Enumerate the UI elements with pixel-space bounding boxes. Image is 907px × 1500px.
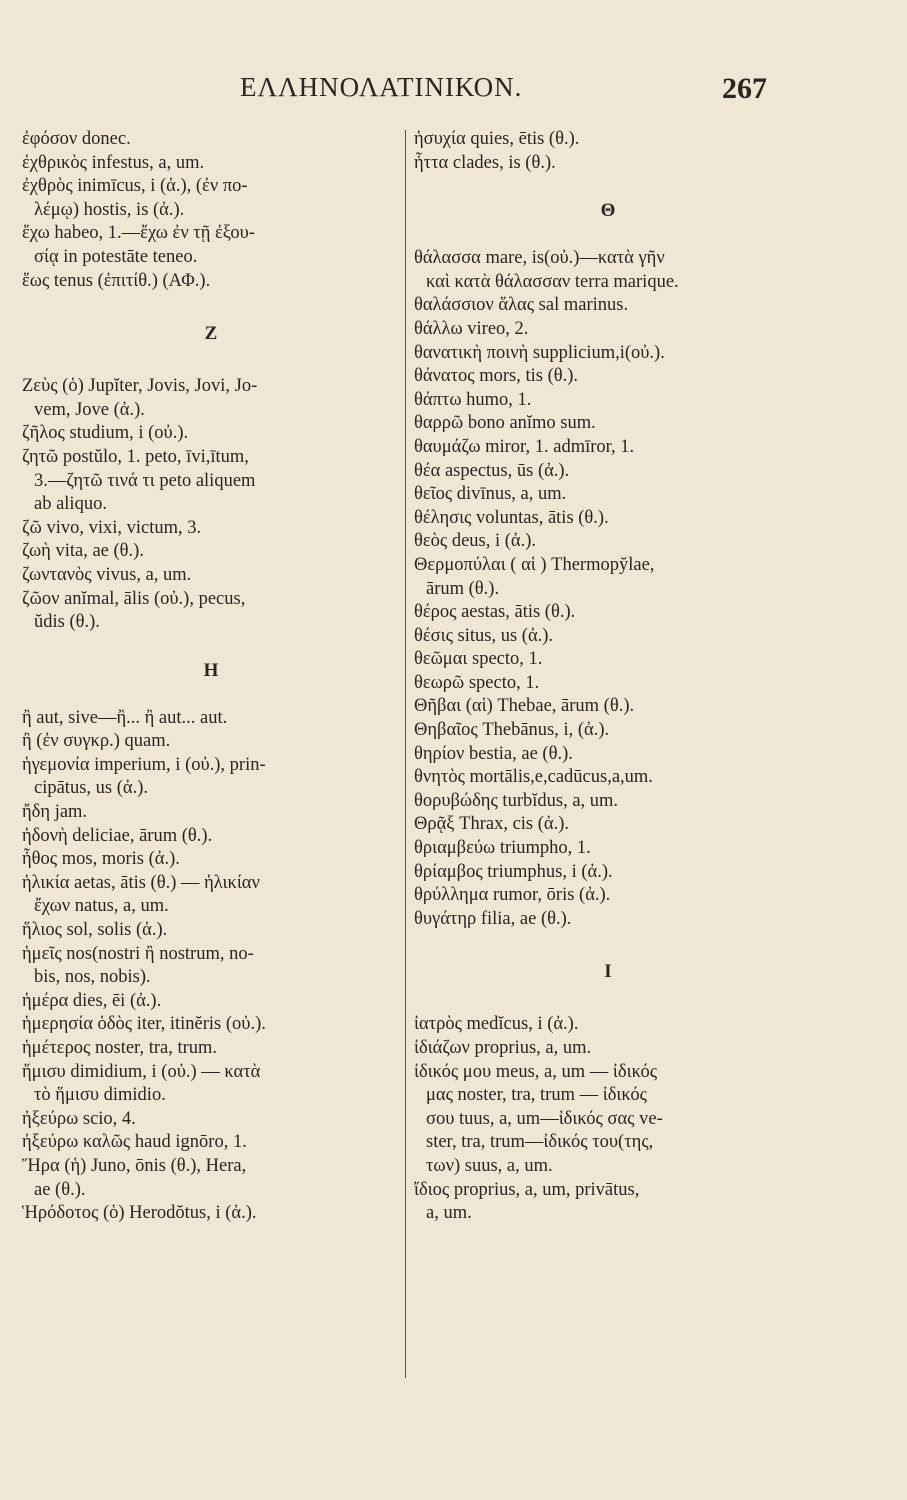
right-block-1 bbox=[414, 128, 802, 175]
dictionary-entry-line: θεωρῶ specto, 1. bbox=[414, 672, 540, 693]
page-number: 267 bbox=[722, 72, 767, 105]
dictionary-entry-line: bis, nos, nobis). bbox=[34, 967, 151, 988]
section-letter-theta: Θ bbox=[600, 200, 616, 222]
right-block-2 bbox=[414, 247, 802, 931]
dictionary-entry-line: Θῆβαι (αἱ) Thebae, ārum (θ.). bbox=[414, 696, 635, 717]
dictionary-entry-line: vem, Jove (ἀ.). bbox=[34, 399, 145, 420]
dictionary-entry-line: ἰδιάζων proprius, a, um. bbox=[414, 1038, 592, 1058]
dictionary-entry-line: καὶ κατὰ θάλασσαν terra marique. bbox=[426, 271, 679, 292]
dictionary-entry-line: θαλάσσιον ἅλας sal marinus. bbox=[414, 295, 629, 316]
dictionary-entry-line: Θρᾷξ Thrax, cis (ἀ.). bbox=[414, 814, 570, 835]
dictionary-entry-line: θέα aspectus, ūs (ἀ.). bbox=[414, 460, 570, 481]
left-block-2 bbox=[22, 375, 400, 635]
dictionary-entry-line: θάνατος mors, tis (θ.). bbox=[414, 366, 579, 387]
running-head-title: ΕΛΛΗΝΟΛΑΤΙΝΙΚΟΝ. bbox=[240, 72, 523, 102]
dictionary-entry-line: θανατικὴ ποινὴ supplicium,i(οὐ.). bbox=[414, 342, 665, 363]
dictionary-entry-line: θρίαμβος triumphus, i (ἀ.). bbox=[414, 861, 613, 882]
dictionary-entry-line: ζωντανὸς vivus, a, um. bbox=[22, 564, 192, 585]
dictionary-entry-line: ae (θ.). bbox=[34, 1179, 86, 1200]
dictionary-entry-line: ἕως tenus (ἐπιτίθ.) (ΑΦ.). bbox=[22, 270, 211, 291]
dictionary-entry-line: θάπτω humo, 1. bbox=[414, 389, 532, 410]
dictionary-entry-line: ἐχθρὸς inimīcus, i (ἀ.), (ἐν πο- bbox=[22, 176, 248, 197]
dictionary-entry-line: θεὸς deus, i (ἀ.). bbox=[414, 531, 537, 552]
dictionary-entry-line: ster, tra, trum—ἰδικός του(της, bbox=[426, 1132, 654, 1153]
dictionary-entry-line: ab aliquo. bbox=[34, 494, 107, 515]
dictionary-entry-line: ἡμερησία ὁδὸς iter, itinĕris (οὐ.). bbox=[22, 1014, 266, 1035]
dictionary-entry-line: θέσις situs, us (ἀ.). bbox=[414, 625, 554, 646]
dictionary-entry-line: θέρος aestas, ātis (θ.). bbox=[414, 602, 576, 623]
dictionary-entry-line: ἰατρὸς medĭcus, i (ἀ.). bbox=[414, 1014, 579, 1035]
dictionary-entry-line: ἢ aut, sive—ἢ... ἢ aut... aut. bbox=[22, 707, 228, 728]
dictionary-entry-line: Ἥρα (ἡ) Juno, ōnis (θ.), Hera, bbox=[22, 1155, 247, 1176]
dictionary-entry-line: θάλλω vireo, 2. bbox=[414, 318, 529, 339]
dictionary-entry-line: θαρρῶ bono anĭmo sum. bbox=[414, 413, 596, 434]
dictionary-entry-line: ἧττα clades, is (θ.). bbox=[414, 152, 556, 173]
dictionary-entry-line: θριαμβεύω triumpho, 1. bbox=[414, 838, 591, 859]
dictionary-entry-line: ἰδικός μου meus, a, um — ἰδικός bbox=[414, 1061, 658, 1082]
section-letter-eta: H bbox=[203, 659, 219, 681]
dictionary-entry-line: ἢ (ἐν συγκρ.) quam. bbox=[22, 731, 171, 752]
left-block-1 bbox=[22, 128, 400, 293]
dictionary-entry-line: σου tuus, a, um—ἰδικός σας ve- bbox=[426, 1108, 663, 1129]
section-letter-z: Z bbox=[204, 323, 218, 345]
dictionary-entry-line: Θερμοπύλαι ( αἱ ) Thermopy̆lae, bbox=[414, 554, 655, 575]
dictionary-entry-line: θάλασσα mare, is(οὐ.)—κατὰ γῆν bbox=[414, 248, 665, 269]
dictionary-entry-line: μας noster, tra, trum — ἰδικός bbox=[426, 1085, 647, 1106]
dictionary-entry-line: ζωὴ vita, ae (θ.). bbox=[22, 541, 144, 562]
dictionary-entry-line: θεῶμαι specto, 1. bbox=[414, 649, 543, 670]
right-column bbox=[414, 128, 802, 1226]
dictionary-entry-line: 3.—ζητῶ τινά τι peto aliquem bbox=[34, 470, 256, 491]
dictionary-entry-line: ἐφόσον donec. bbox=[22, 129, 131, 149]
dictionary-entry-line: ἡγεμονία imperium, i (οὐ.), prin- bbox=[22, 754, 266, 775]
dictionary-entry-line: ἡλικία aetas, ātis (θ.) — ἡλικίαν bbox=[22, 872, 260, 893]
dictionary-entry-line: ἥμισυ dimidium, i (οὐ.) — κατὰ bbox=[22, 1061, 261, 1082]
dictionary-entry-line: ἡμεῖς nos(nostri ἢ nostrum, no- bbox=[22, 943, 254, 964]
left-column bbox=[22, 128, 400, 1226]
dictionary-entry-line: ἦθος mos, moris (ἀ.). bbox=[22, 849, 180, 870]
dictionary-entry-line: a, um. bbox=[426, 1203, 472, 1224]
dictionary-entry-line: Ζεὺς (ὁ) Jupĭter, Jovis, Jovi, Jo- bbox=[22, 376, 258, 397]
dictionary-entry-line: ἐχθρικὸς infestus, a, um. bbox=[22, 152, 205, 173]
dictionary-entry-line: θορυβώδης turbĭdus, a, um. bbox=[414, 790, 619, 811]
dictionary-entry-line: θρύλλημα rumor, ōris (ἀ.). bbox=[414, 885, 611, 906]
dictionary-entry-line: ἤδη jam. bbox=[22, 802, 88, 823]
dictionary-entry-line: λέμῳ) hostis, is (ἀ.). bbox=[34, 199, 185, 220]
dictionary-entry-line: θέλησις voluntas, ātis (θ.). bbox=[414, 507, 609, 528]
dictionary-entry-line: θνητὸς mortālis,e,cadūcus,a,um. bbox=[414, 767, 653, 788]
dictionary-entry-line: θηρίον bestia, ae (θ.). bbox=[414, 743, 573, 764]
dictionary-entry-line: ἔχων natus, a, um. bbox=[34, 896, 169, 917]
dictionary-entry-line: ἡμέτερος noster, tra, trum. bbox=[22, 1038, 218, 1058]
dictionary-entry-line: ζῆλος studium, i (οὐ.). bbox=[22, 423, 189, 444]
dictionary-entry-line: ζητῶ postŭlo, 1. peto, īvi,ītum, bbox=[22, 446, 249, 467]
right-block-3 bbox=[414, 1013, 802, 1225]
dictionary-entry-line: ζῶ vivo, vixi, victum, 3. bbox=[22, 517, 202, 538]
column-divider bbox=[405, 130, 406, 1378]
dictionary-entry-line: των) suus, a, um. bbox=[426, 1155, 553, 1176]
dictionary-entry-line: ἡδονὴ deliciae, ārum (θ.). bbox=[22, 825, 213, 846]
dictionary-entry-line: ἴδιος proprius, a, um, privātus, bbox=[414, 1179, 640, 1200]
dictionary-entry-line: Ἡρόδοτος (ὁ) Herodŏtus, i (ἀ.). bbox=[22, 1203, 257, 1224]
dictionary-entry-line: ἥλιος sol, solis (ἀ.). bbox=[22, 920, 168, 941]
dictionary-entry-line: ἠξεύρω καλῶς haud ignōro, 1. bbox=[22, 1132, 247, 1153]
dictionary-entry-line: θεῖος divīnus, a, um. bbox=[414, 484, 567, 505]
dictionary-entry-line: ἠξεύρω scio, 4. bbox=[22, 1108, 136, 1129]
dictionary-entry-line: ἡσυχία quies, ētis (θ.). bbox=[414, 129, 580, 149]
dictionary-entry-line: ἡμέρα dies, ēi (ἀ.). bbox=[22, 990, 162, 1011]
dictionary-entry-line: θυγάτηρ filia, ae (θ.). bbox=[414, 908, 572, 929]
dictionary-entry-line: cipātus, us (ἀ.). bbox=[34, 778, 148, 799]
dictionary-entry-line: θαυμάζω miror, 1. admīror, 1. bbox=[414, 436, 635, 457]
dictionary-entry-line: τὸ ἥμισυ dimidio. bbox=[34, 1085, 166, 1106]
dictionary-entry-line: ζῶον anĭmal, ālis (οὐ.), pecus, bbox=[22, 588, 246, 609]
running-head bbox=[0, 72, 907, 112]
dictionary-entry-line: ārum (θ.). bbox=[426, 578, 500, 599]
left-block-3 bbox=[22, 707, 400, 1226]
dictionary-entry-line: σίᾳ in potestāte teneo. bbox=[34, 246, 198, 267]
dictionary-entry-line: ἔχω habeo, 1.—ἔχω ἐν τῇ ἐξου- bbox=[22, 223, 255, 244]
dictionary-entry-line: Θηβαῖος Thebānus, i, (ἀ.). bbox=[414, 720, 610, 741]
dictionary-entry-line: ŭdis (θ.). bbox=[34, 612, 100, 633]
section-letter-iota: I bbox=[604, 961, 612, 983]
